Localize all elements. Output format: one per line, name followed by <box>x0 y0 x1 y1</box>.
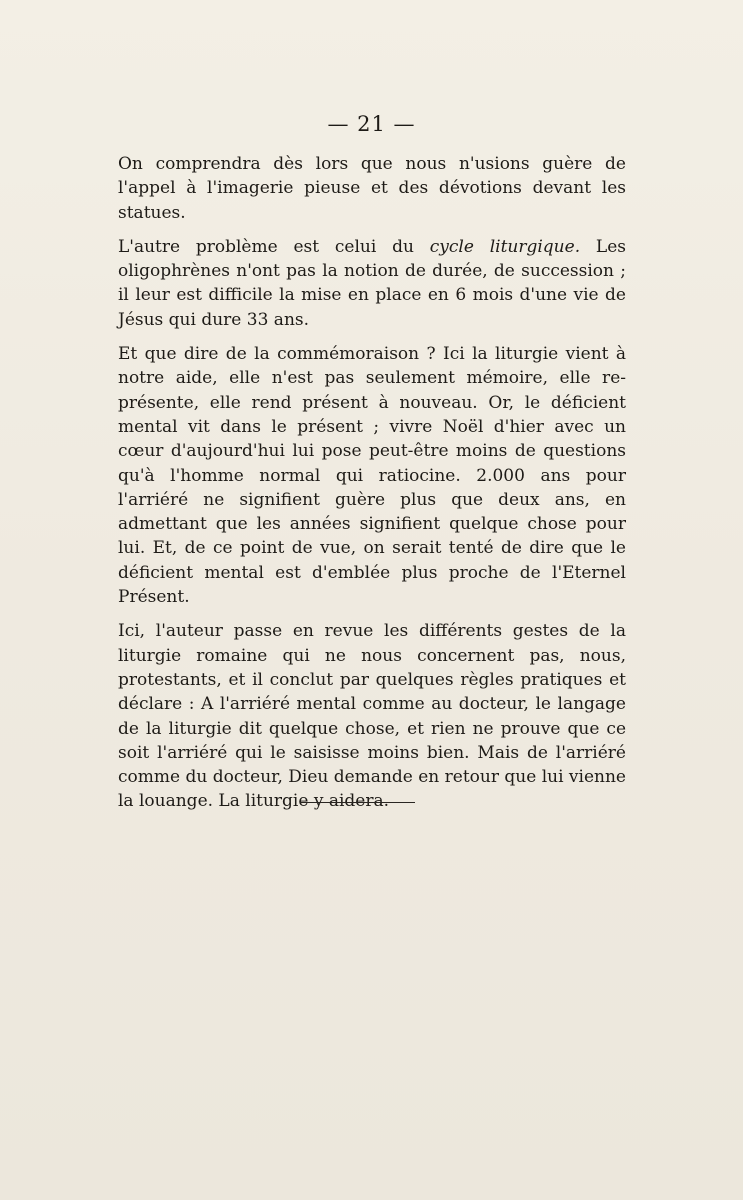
paragraph-2-text-end: Les oligophrènes n'ont pas la notion de durée, de succession ; il leur est difficile la mise en place en 6 mois d'une vie de Jésus qui dure 33 ans. <box>118 236 626 330</box>
paragraph-2-italic-term: cycle liturgique. <box>429 236 581 257</box>
paragraph-2 <box>118 235 626 332</box>
paragraph-1-text: On comprendra dès lors que nous n'usions guère de l'appel à l'imagerie pieuse et des dévotions devant les statues. <box>118 154 626 223</box>
paragraph-4 <box>118 619 626 813</box>
paragraph-4-text: Ici, l'auteur passe en revue les différents gestes de la liturgie romaine qui ne nous concernent pas, nous, protestants, et il conclut par quelques règles pratiques et déclare : A l'arriéré mental comme au docteur, le langage de la liturgie dit quelque chose, et rien ne prouve que ce soit l'arriéré qui le saisisse moins bien. Mais de l'arriéré comme du docteur, Dieu demande en retour que lui vienne la louange. La liturgie y aidera. <box>118 621 626 812</box>
section-divider <box>300 802 415 803</box>
paragraph-3 <box>118 342 626 609</box>
body-text <box>118 152 626 824</box>
paragraph-2-text-start: L'autre problème est celui du <box>118 236 430 257</box>
paragraph-3-text: Et que dire de la commémoraison ? Ici la liturgie vient à notre aide, elle n'est pas seulement mémoire, elle re-présente, elle rend présent à nouveau. Or, le déficient mental vit dans le présent ; vivre Noël d'hier avec un cœur d'aujourd'hui lui pose peut-être moins de questions qu'à l'homme normal qui ratiocine. 2.000 ans pour l'arriéré ne signifient guère plus que deux ans, en admettant que les années signifient quelque chose pour lui. Et, de ce point de vue, on serait tenté de dire que le déficient mental est d'emblée plus proche de l'Eternel Présent. <box>118 344 626 608</box>
paragraph-1 <box>118 152 626 225</box>
page-number: — 21 — <box>327 112 416 136</box>
